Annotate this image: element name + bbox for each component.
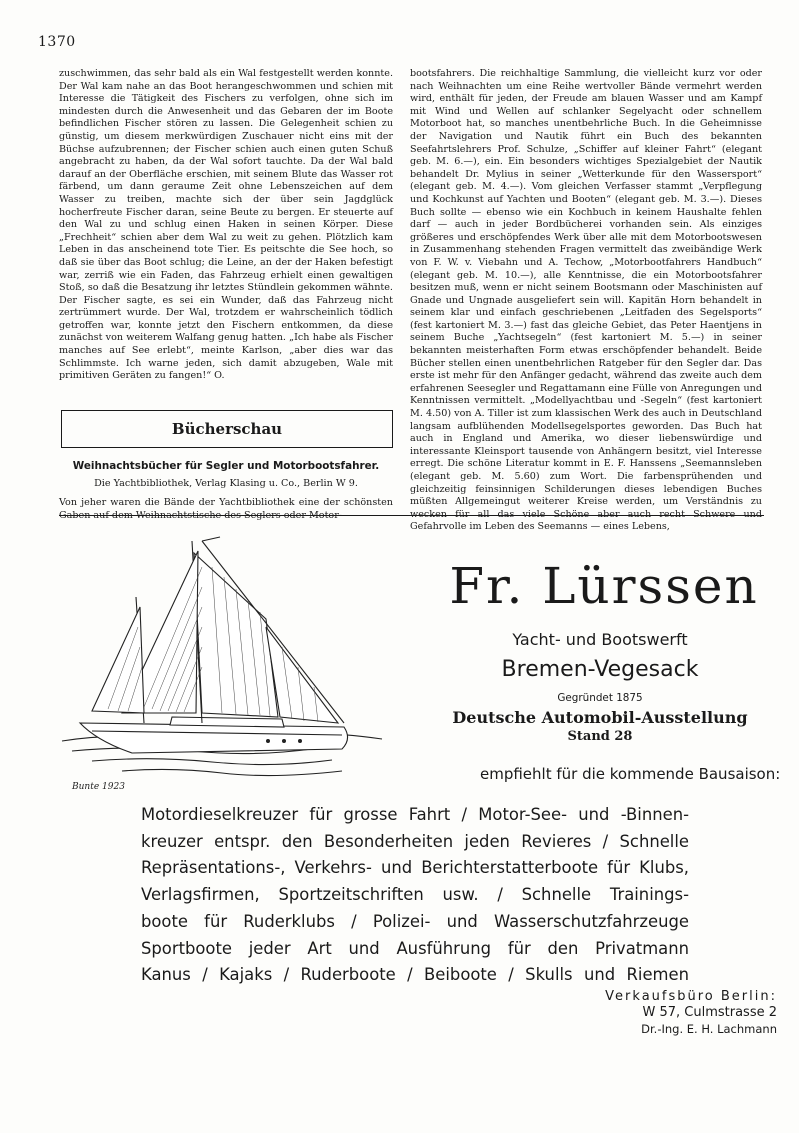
company-city: Bremen-Vegesack	[501, 657, 699, 682]
page-number: 1370	[38, 34, 76, 50]
offer-line: Sportboote jeder Art und Ausführung für den Privatmann	[141, 938, 689, 958]
right-column	[410, 68, 762, 534]
recommendation-line: empfiehlt für die kommende Bausaison:	[480, 765, 781, 783]
section-divider	[59, 515, 764, 516]
sales-office-street: W 57, Culmstrasse 2	[642, 1005, 777, 1020]
section-title-box	[61, 410, 393, 448]
review-heading: Weihnachtsbücher für Segler und Motorbootsfahrer.	[72, 459, 380, 472]
review-source: Die Yachtbibliothek, Verlag Klasing u. Co., Berlin W 9.	[94, 478, 358, 490]
review-continued-text: bootsfahrers. Die reichhaltige Sammlung, die vielleicht kurz vor oder nach Weihnachten um eine Reihe wertvoller Bände vermehrt werden wird, enthält für jeden, der Freude am blauen Wasser und am Kampf mit Wind und Wellen auf schlanker Segelyacht oder schnellem Motorboot hat, so manches unentbehrliche Buch. In die Geheimnisse der Navigation und Nautik führt ein Buch des bekannten Seefahrtslehrers Prof. Schulze, „Schiffer auf kleiner Fahrt“ (elegant geb. M. 6.—), ein. Ein besonders wichtiges Spezialgebiet der Nautik behandelt Dr. Mylius in seiner „Wetterkunde für den Wassersport“ (elegant geb. M. 4.—). Vom gleichen Verfasser stammt „Verpflegung und Kochkunst auf Yachten und Booten“ (elegant geb. M. 3.—). Dieses Buch sollte — ebenso wie ein Kochbuch in keinem Haushalte fehlen darf — auch in jeder Bordbücherei vorhanden sein. Als einziges größeres und erschöpfendes Werk über alle mit dem Motorbootswesen in Zusammenhang stehenden Fragen vermittelt das zweibändige Werk von F. W. v. Viebahn und A. Techow, „Motorbootfahrers Handbuch“ (elegant geb. M. 10.—), alle Kenntnisse, die ein Motorbootsfahrer besitzen muß, wenn er nicht seinem Bootsmann oder Maschinisten auf Gnade und Ungnade ausgeliefert sein will. Kapitän Horn behandelt in seinem klar und einfach geschriebenen „Leitfaden des Segelsports“ (fest kartoniert M. 3.—) fast das gleiche Gebiet, das Peter Haentjens in seinem Buche „Yachtsegeln“ (fest kartoniert M. 5.—) in seiner bekannten meisterhaften Form etwas erschöpfender behandelt. Beide Bücher stellen einen unentbehrlichen Ratgeber für den Segler dar. Das erste ist mehr für den Anfänger gedacht, während das zweite auch dem erfahrenen Seesegler und Regattamann eine Fülle von Anregungen und Kenntnissen vermittelt. „Modellyachtbau und -Segeln“ (fest kartoniert M. 4.50) von A. Tiller ist zum klassischen Werk des auch in Deutschland langsam aufblühenden Modellsegelsportes geworden. Das Buch hat auch in England und Amerika, wo dieser liebenswürdige und interessante Kleinsport tausende von Anhängern besitzt, viel Interesse erregt. Die schöne Literatur kommt in E. F. Hanssens „Seemannsleben (elegant geb. M. 5.60) zum Wort. Die farbensprühenden und gleichzeitig feinsinnigen Schilderungen dieses lebendigen Buches müßten Allgemeingut weiterer Kreise werden, um Verständnis zu wecken für all das viele Schöne aber auch recht Schwere und Gefahrvolle im Leben des Seemanns — eines Lebens,	[410, 68, 762, 533]
left-column	[59, 68, 393, 522]
sales-office-contact: Dr.-Ing. E. H. Lachmann	[641, 1022, 777, 1036]
sailing-yacht-illustration	[52, 527, 386, 793]
offer-list	[141, 802, 689, 989]
offer-line: Kanus / Kajaks / Ruderboote / Beiboote / Skulls und Riemen	[141, 965, 689, 985]
article-text: zuschwimmen, das sehr bald als ein Wal festgestellt werden konnte. Der Wal kam nahe an das Boot herangeschwommen und schien mit Interesse die Tätigkeit des Fischers zu verfolgen, ohne sich im mindesten durch die Anwesenheit und das Gebaren der im Boote befindlichen Fischer stören zu lassen. Die Gelegenheit schien zu günstig, um diesem merkwürdigen Zuschauer nicht eins mit der Büchse aufzubrennen; der Fischer schien auch einen guten Schuß angebracht zu haben, da der Wal sofort tauchte. Da der Wal bald darauf an der Oberfläche erschien, mit seinem Blute das Wasser rot färbend, um dann geraume Zeit ohne Lebenszeichen auf dem Wasser zu treiben, machte sich der über sein Jagdglück hocherfreute Fischer daran, seine Beute zu bergen. Er steuerte auf den Wal zu und schlug einen Haken in seinen Körper. Diese „Frechheit“ schien aber dem Wal zu weit zu gehen. Plötzlich kam Leben in das anscheinend tote Tier. Es peitschte die See hoch, so daß sie über das Boot schlug; die Leine, an der der Haken befestigt war, zerriß wie ein Faden, das Fahrzeug erhielt einen gewaltigen Stoß, so daß die Besatzung ihr letztes Stündlein gekommen wähnte. Der Fischer sagte, es sei ein Wunder, daß das Fahrzeug nicht zertrümmert wurde. Der Wal, trotzdem er wahrscheinlich tödlich getroffen war, konnte jetzt den Fischern entkommen, da diese zunächst von weiterem Walfang genug hatten. „Ich habe als Fischer manches auf See erlebt“, meinte Karlson, „aber dies war das Schlimmste. Ich warne jeden, sich damit abzugeben, Wale mit primitiven Geräten zu fangen!“ O.	[59, 68, 393, 382]
company-subtitle: Yacht- und Bootswerft	[512, 630, 688, 649]
exhibition-name: Deutsche Automobil-Ausstellung	[452, 708, 748, 727]
company-name: Fr. Lürssen	[449, 557, 759, 615]
offer-line: boote für Ruderklubs / Polizei- und Wasserschutzfahrzeuge	[141, 911, 689, 931]
section-title: Bücherschau	[171, 419, 283, 438]
offer-line: Verlagsfirmen, Sportzeitschriften usw. / Schnelle Trainings-	[141, 885, 689, 905]
founded-note: Gegründet 1875	[557, 692, 643, 704]
sales-office-heading: Verkaufsbüro Berlin:	[605, 989, 777, 1004]
exhibition-stand: Stand 28	[567, 729, 633, 744]
sales-office	[605, 988, 777, 1037]
illustration-signature: Bunte 1923	[72, 782, 125, 792]
offer-line: Motordieselkreuzer für grosse Fahrt / Motor-See- und -Binnen-	[141, 805, 689, 824]
offer-line: Repräsentations-, Verkehrs- und Berichterstatterboote für Klubs,	[141, 858, 689, 878]
review-intro: Von jeher waren die Bände der Yachtbibliothek eine der schönsten Gaben auf dem Weihnachtstische des Seglers oder Motor-	[59, 497, 393, 521]
offer-line: kreuzer entspr. den Besonderheiten jeden Revieres / Schnelle	[141, 831, 689, 851]
